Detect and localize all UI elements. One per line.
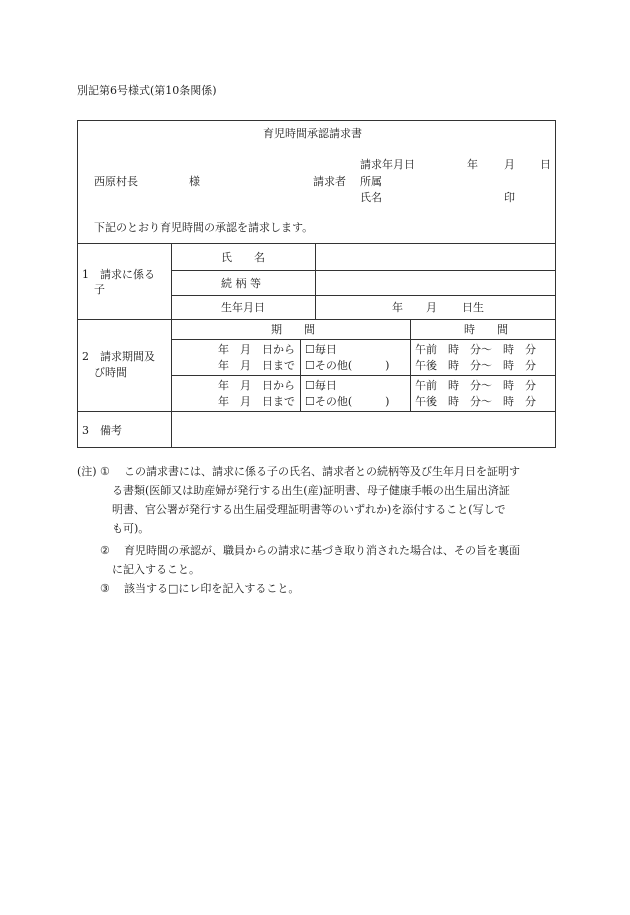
- daily-checkbox[interactable]: ☐毎日: [305, 379, 337, 392]
- form-reference: 別記第6号様式(第10条関係): [77, 84, 217, 97]
- note-3-text: 該当する□にレ印を記入すること。: [124, 582, 300, 595]
- date-year-label: 年: [467, 158, 478, 171]
- date-month-label: 月: [504, 158, 515, 171]
- note-2-text: に記入すること。: [112, 563, 200, 576]
- note-1-text: 明書、官公署が発行する出生届受理証明書等のいずれか)を添付すること(写しで: [112, 503, 506, 516]
- note-1-text: る書類(医師又は助産婦が発行する出生(産)証明書、母子健康手帳の出生届出済証: [112, 484, 510, 497]
- divider: [410, 319, 411, 411]
- child-name-label: 氏 名: [221, 251, 265, 264]
- section1-label-cont: 子: [94, 283, 105, 296]
- affiliation-label: 所属: [360, 175, 382, 188]
- other-checkbox[interactable]: ☐その他( ): [305, 359, 390, 372]
- request-date-label: 請求年月日: [360, 158, 415, 171]
- other-checkbox[interactable]: ☐その他( ): [305, 395, 390, 408]
- divider: [171, 375, 556, 376]
- divider: [171, 295, 556, 296]
- period-to: 年 月 日まで: [218, 395, 295, 408]
- name-label: 氏名: [360, 191, 382, 204]
- section2-label: 2 請求期間及: [82, 350, 155, 363]
- requester-label: 請求者: [313, 175, 346, 188]
- seal-label: 印: [504, 191, 515, 204]
- note-1-mark: ①: [100, 465, 110, 478]
- pm-time-range: 午後 時 分〜 時 分: [415, 359, 536, 372]
- relationship-label: 続 柄 等: [221, 277, 261, 290]
- pm-time-range: 午後 時 分〜 時 分: [415, 395, 536, 408]
- request-statement: 下記のとおり育児時間の承認を請求します。: [94, 221, 314, 234]
- remarks-label: 3 備考: [82, 424, 122, 437]
- period-to: 年 月 日まで: [218, 359, 295, 372]
- divider: [171, 339, 556, 340]
- period-from: 年 月 日から: [218, 343, 295, 356]
- note-3-mark: ③: [100, 582, 110, 595]
- date-day-label: 日: [540, 158, 551, 171]
- period-from: 年 月 日から: [218, 379, 295, 392]
- divider: [77, 243, 556, 244]
- time-header: 時 間: [464, 323, 508, 336]
- divider: [171, 270, 556, 271]
- note-1-text: も可)。: [112, 522, 150, 535]
- notes-prefix: (注): [77, 465, 97, 478]
- divider: [77, 411, 556, 412]
- form-title: 育児時間承認請求書: [263, 127, 362, 140]
- addressee: 西原村長: [94, 175, 138, 188]
- am-time-range: 午前 時 分〜 時 分: [415, 343, 536, 356]
- divider: [315, 243, 316, 319]
- birthdate-label: 生年月日: [221, 301, 265, 314]
- note-1-text: この請求書には、請求に係る子の氏名、請求者との続柄等及び生年月日を証明す: [124, 465, 520, 478]
- note-2-mark: ②: [100, 544, 110, 557]
- daily-checkbox[interactable]: ☐毎日: [305, 343, 337, 356]
- birth-month-label: 月: [426, 301, 437, 314]
- birth-day-label: 日生: [462, 301, 484, 314]
- am-time-range: 午前 時 分〜 時 分: [415, 379, 536, 392]
- honorific: 様: [189, 175, 200, 188]
- section2-label-cont: び時間: [94, 366, 127, 379]
- section1-label: 1 請求に係る: [82, 268, 155, 281]
- note-2-text: 育児時間の承認が、職員からの請求に基づき取り消された場合は、その旨を裏面: [124, 544, 520, 557]
- birth-year-label: 年: [392, 301, 403, 314]
- divider: [77, 319, 556, 320]
- divider: [171, 243, 172, 448]
- divider: [300, 339, 301, 411]
- period-header: 期 間: [271, 323, 315, 336]
